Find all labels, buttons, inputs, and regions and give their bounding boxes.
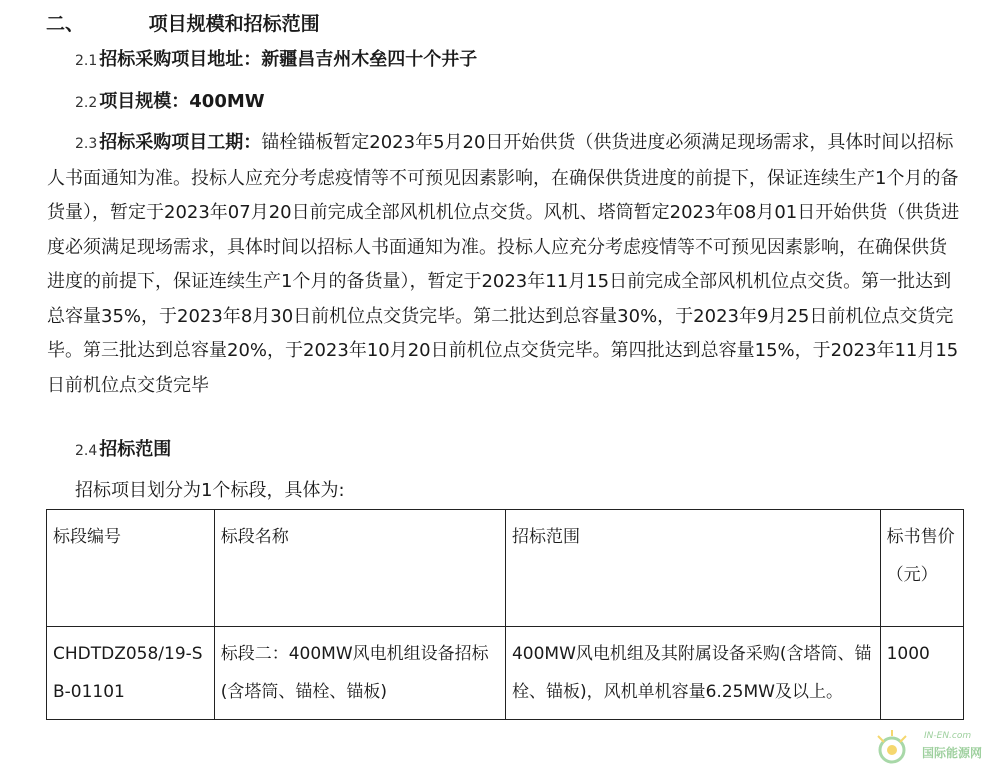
- item-address: [75, 48, 477, 73]
- item-label: 招标采购项目工期：: [99, 132, 262, 153]
- table-row: [47, 627, 964, 720]
- table-cell: 1000: [880, 627, 963, 720]
- section-title: 项目规模和招标范围: [148, 13, 320, 35]
- item-label: 招标范围: [99, 439, 172, 460]
- item-number: 2.3: [75, 136, 98, 152]
- item-scope: [75, 438, 171, 463]
- item-number: 2.4: [75, 443, 98, 459]
- section-number: 二、: [46, 13, 85, 35]
- item-number: 2.2: [75, 95, 98, 111]
- header-cell: 标段编号: [47, 510, 215, 627]
- watermark-url: IN-EN.com: [924, 731, 972, 741]
- item-value: 锚栓锚板暂定2023年5月20日开始供货（供货进度必须满足现场需求，具体时间以招标人书面通知为准。投标人应充分考虑疫情等不可预见因素影响，在确保供货进度的前提下，保证连续生产1个月的备货量），暂定于2023年07月20日前完成全部风机机位点交货。风机、塔筒暂定2023年08月01日开始供货（供货进度必须满足现场需求，具体时间以招标人书面通知为准。投标人应充分考虑疫情等不可预见因素影响，在确保供货进度的前提下，保证连续生产1个月的备货量），暂定于2023年11月15日前完成全部风机机位点交货。第一批达到总容量35%，于2023年8月30日前机位点交货完毕。第二批达到总容量30%，于2023年9月25日前机位点交货完毕。第三批达到总容量20%，于2023年10月20日前机位点交货完毕。第四批达到总容量15%，于2023年11月15日前机位点交货完毕: [47, 132, 960, 396]
- header-cell: 招标范围: [505, 510, 880, 627]
- item-value: 新疆昌吉州木垒四十个井子: [261, 49, 478, 70]
- header-cell: 标书售价（元）: [880, 510, 963, 627]
- item-label: 项目规模：: [99, 91, 190, 112]
- section-heading: [46, 12, 320, 36]
- table-cell: 400MW风电机组及其附属设备采购(含塔筒、锚栓、锚板)，风机单机容量6.25MW及以上。: [505, 627, 880, 720]
- bid-table: [46, 509, 964, 720]
- item-schedule: [47, 126, 962, 403]
- watermark-text: 国际能源网: [922, 746, 983, 760]
- table-cell: 标段二：400MW风电机组设备招标(含塔筒、锚栓、锚板): [214, 627, 505, 720]
- item-number: 2.1: [75, 53, 98, 69]
- item-label: 招标采购项目地址：: [99, 49, 262, 70]
- item-scale: [75, 90, 265, 115]
- table-cell: CHDTDZ058/19-SB-01101: [47, 627, 215, 720]
- item-value: 400MW: [189, 91, 265, 112]
- intro-text: 招标项目划分为1个标段，具体为:: [75, 480, 345, 501]
- table-header-row: [47, 510, 964, 627]
- header-cell: 标段名称: [214, 510, 505, 627]
